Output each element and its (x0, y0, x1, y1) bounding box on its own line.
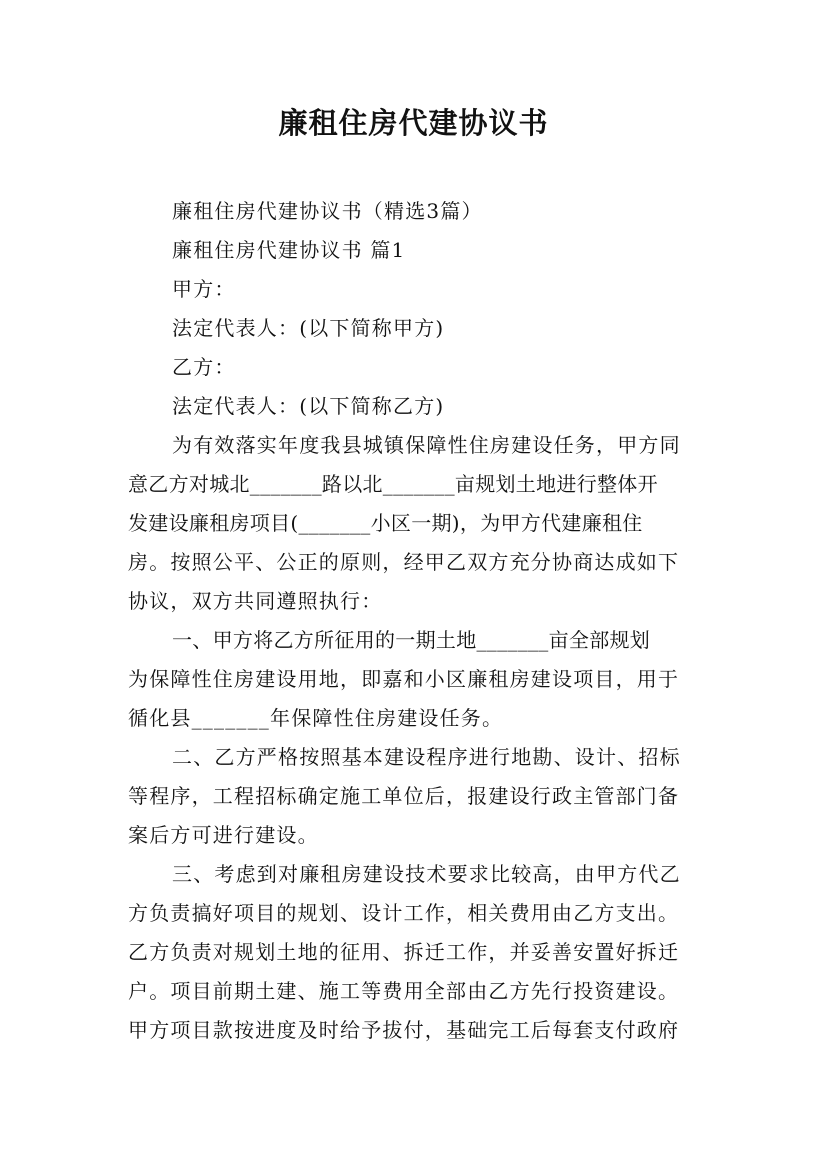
paragraph-line: 房。按照公平、公正的原则，经甲乙双方充分协商达成如下 (128, 550, 680, 574)
clause-line: 户。项目前期土建、施工等费用全部由乙方先行投资建设。 (128, 979, 680, 1003)
subtitle-line: 廉租住房代建协议书（精选3篇） (172, 199, 483, 223)
paragraph-line: 意乙方对城北_______路以北_______亩规划土地进行整体开 (128, 472, 658, 496)
paragraph-line: 为有效落实年度我县城镇保障性住房建设任务，甲方同 (172, 433, 681, 457)
paragraph-line: 协议，双方共同遵照执行： (128, 589, 383, 613)
clause-line: 乙方负责对规划土地的征用、拆迁工作，并妥善安置好拆迁 (128, 940, 680, 964)
clause-line: 循化县_______年保障性住房建设任务。 (128, 706, 504, 730)
party-a-representative: 法定代表人：(以下简称甲方) (172, 316, 445, 340)
clause-line: 案后方可进行建设。 (128, 823, 319, 847)
document-title: 廉租住房代建协议书 (278, 106, 549, 140)
clause-line: 为保障性住房建设用地，即嘉和小区廉租房建设项目，用于 (128, 667, 680, 691)
paragraph-line: 发建设廉租房项目(_______小区一期)，为甲方代建廉租住 (128, 511, 643, 535)
clause-line: 二、乙方严格按照基本建设程序进行地勘、设计、招标 (172, 745, 681, 769)
clause-line: 方负责搞好项目的规划、设计工作，相关费用由乙方支出。 (128, 901, 680, 925)
party-a-label: 甲方： (172, 277, 236, 301)
clause-line: 三、考虑到对廉租房建设技术要求比较高，由甲方代乙 (172, 862, 681, 886)
section-heading: 廉租住房代建协议书 篇1 (172, 238, 406, 262)
clause-line: 甲方项目款按进度及时给予拔付，基础完工后每套支付政府 (128, 1018, 680, 1042)
party-b-label: 乙方： (172, 355, 236, 379)
clause-line: 一、甲方将乙方所征用的一期土地_______亩全部规划 (172, 628, 651, 652)
clause-line: 等程序，工程招标确定施工单位后，报建设行政主管部门备 (128, 784, 680, 808)
party-b-representative: 法定代表人：(以下简称乙方) (172, 394, 445, 418)
